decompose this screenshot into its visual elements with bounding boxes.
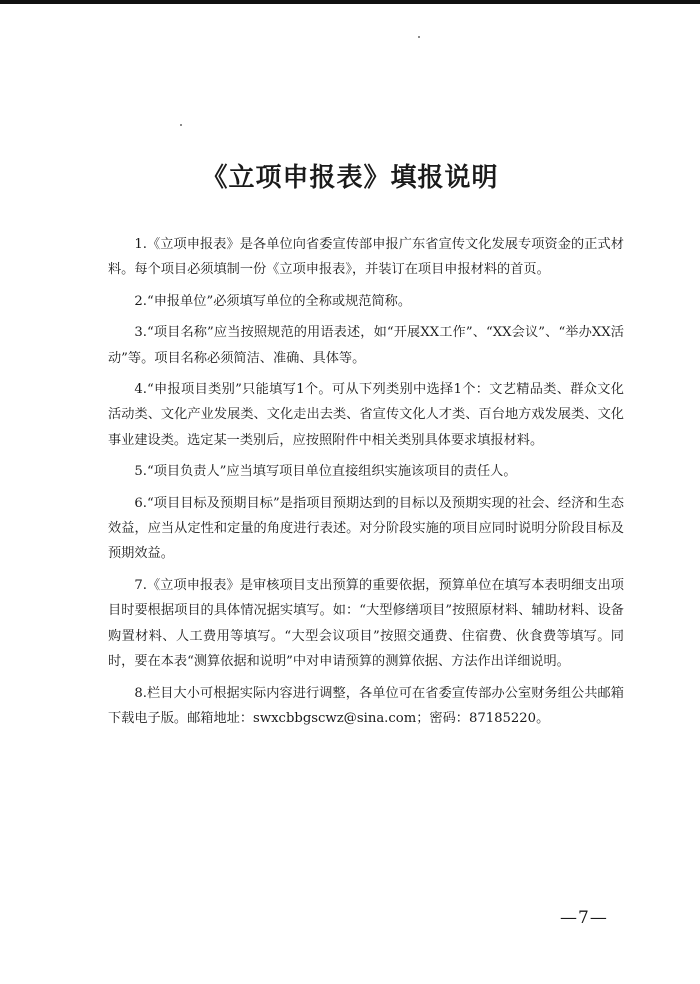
instruction-paragraph-8: 8.栏目大小可根据实际内容进行调整，各单位可在省委宣传部办公室财务组公共邮箱下载电子版。邮箱地址：swxcbbgscwz@sina.com；密码：87185220。 — [108, 685, 624, 726]
scan-speck — [418, 36, 420, 38]
instruction-paragraph-2: 2.“申报单位”必须填写单位的全称或规范简称。 — [134, 293, 412, 309]
page-title: 《立项申报表》填报说明 — [201, 163, 499, 193]
instruction-paragraph-1: 1.《立项申报表》是各单位向省委宣传部申报广东省宣传文化发展专项资金的正式材料。每个项目必须填制一份《立项申报表》，并装订在项目申报材料的首页。 — [108, 237, 624, 278]
instruction-paragraph-3: 3.“项目名称”应当按照规范的用语表述，如“开展XX工作”、“XX会议”、“举办XX活动”等。项目名称必须简洁、准确、具体等。 — [108, 325, 624, 366]
scan-speck — [180, 124, 182, 126]
instruction-paragraph-4: 4.“申报项目类别”只能填写1个。可从下列类别中选择1个：文艺精品类、群众文化活动类、文化产业发展类、文化走出去类、省宣传文化人才类、百台地方戏发展类、文化事业建设类。选定某一类别后，应按照附件中相关类别具体要求填报材料。 — [108, 382, 624, 448]
instruction-paragraph-6: 6.“项目目标及预期目标”是指项目预期达到的目标以及预期实现的社会、经济和生态效益，应当从定性和定量的角度进行表述。对分阶段实施的项目应同时说明分阶段目标及预期效益。 — [108, 495, 624, 562]
instruction-paragraph-7: 7.《立项申报表》是审核项目支出预算的重要依据，预算单位在填写本表明细支出项目时要根据项目的具体情况据实填写。如：“大型修缮项目”按照原材料、辅助材料、设备购置材料、人工费用等填写。“大型会议项目”按照交通费、住宿费、伙食费等填写。同时，要在本表“测算依据和说明”中对申请预算的测算依据、方法作出详细说明。 — [108, 577, 624, 670]
instruction-paragraph-5: 5.“项目负责人”应当填写项目单位直接组织实施该项目的责任人。 — [134, 464, 517, 480]
instructions-body — [108, 232, 624, 737]
page-number: —7— — [560, 908, 608, 928]
scan-top-edge — [0, 0, 700, 4]
